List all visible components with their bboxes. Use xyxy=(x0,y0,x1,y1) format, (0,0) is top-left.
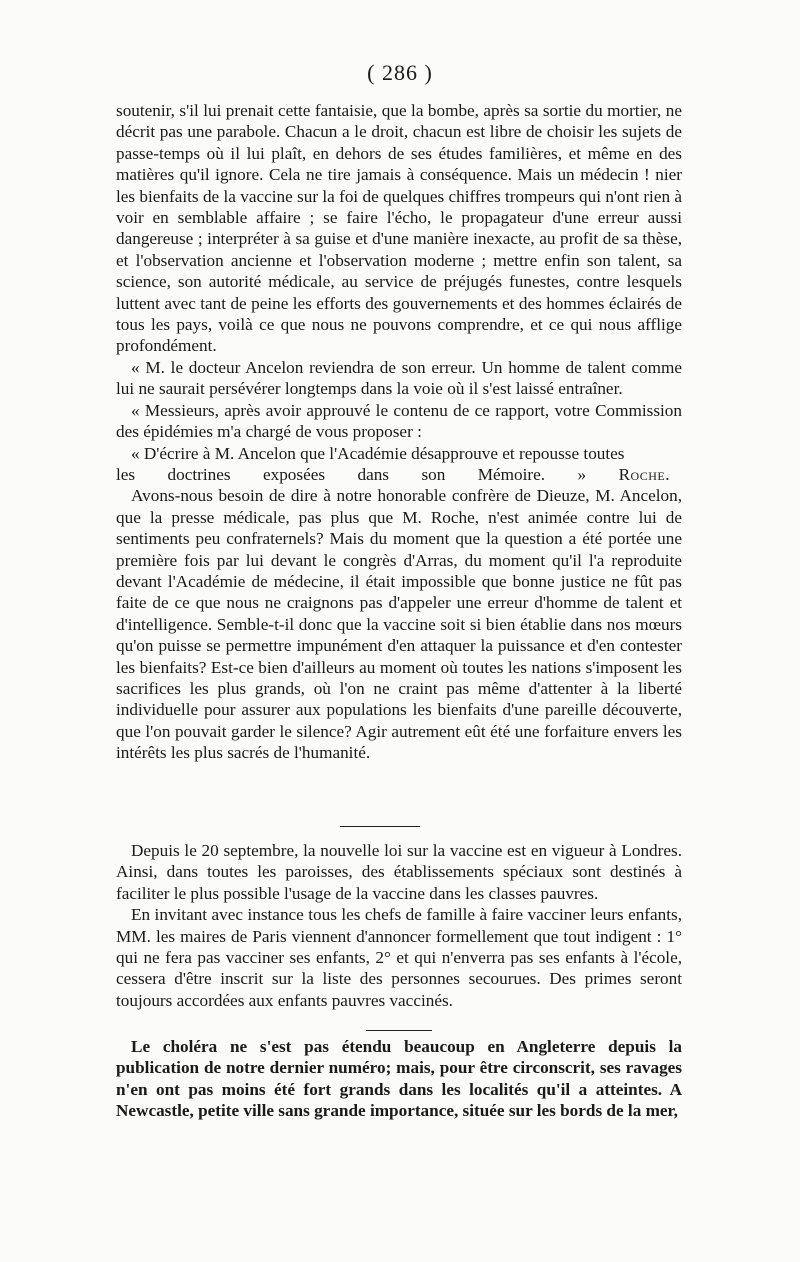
closing-text: les doctrines exposées dans son Mémoire. » xyxy=(116,464,587,484)
paragraph: En invitant avec instance tous les chefs de famille à faire vacciner leurs enfants, MM. les maires de Paris viennent d'annoncer formellement que tout indigent : 1° qui ne fera pas vacciner ses enfants, 2° et qui n'enverra pas ses enfants à l'école, cessera d'être inscrit sur la liste des personnes secourues. Des primes seront toujours accordées aux enfants pauvres vaccinés. xyxy=(116,905,682,1010)
section-divider xyxy=(340,826,420,827)
section-cholera xyxy=(116,1036,682,1122)
paragraph: « Messieurs, après avoir approuvé le contenu de ce rapport, votre Commission des épidémies m'a chargé de vous proposer : xyxy=(116,400,682,442)
paragraph: « D'écrire à M. Ancelon que l'Académie désapprouve et repousse toutes xyxy=(131,443,625,463)
section-london-vaccine-law xyxy=(116,840,682,1011)
section-divider xyxy=(366,1030,432,1031)
paragraph: soutenir, s'il lui prenait cette fantaisie, que la bombe, après sa sortie du mortier, ne décrit pas une parabole. Chacun a le droit, chacun est libre de choisir les sujets de passe-temps où il lui plaît, en dehors de ses études familières, et même en des matières qu'il ignore. Cela ne tire jamais à conséquence. Mais un médecin ! nier les bienfaits de la vaccine sur la foi de quelques chiffres trompeurs qui n'ont rien à voir en semblable affaire ; se faire l'écho, le propagateur d'une erreur aussi dangereuse ; interpréter à sa guise et d'une manière inexacte, au profit de sa thèse, et l'observation ancienne et l'observation moderne ; mettre enfin son talent, sa science, son autorité médicale, au service de préjugés funestes, contre lesquels luttent avec tant de peine les efforts des gouvernements et des hommes éclairés de tous les pays, voilà ce que nous ne pouvons comprendre, et ce qui nous afflige profondément. xyxy=(116,101,682,356)
page-number: ( 286 ) xyxy=(367,60,433,85)
section-vaccine-report xyxy=(116,100,682,764)
signature-line xyxy=(116,464,682,485)
signature: Roche. xyxy=(618,464,670,484)
paragraph: Avons-nous besoin de dire à notre honorable confrère de Dieuze, M. Ancelon, que la presse médicale, pas plus que M. Roche, n'est animée contre lui de sentiments peu confraternels? Mais du moment que la question a été portée une première fois par lui devant le congrès d'Arras, du moment qu'il l'a reproduite devant l'Académie de médecine, il était impossible que bonne justice ne fût pas faite de ce que nous ne craignons pas d'appeler une erreur d'homme de talent et d'intelligence. Semble-t-il donc que la vaccine soit si bien établie dans nos mœurs qu'on puisse se permettre impunément d'en attaquer la puissance et d'en contester les bienfaits? Est-ce bien d'ailleurs au moment où toutes les nations s'imposent les sacrifices les plus grands, où l'on ne craint pas même d'attenter à la liberté individuelle pour assurer aux populations les bienfaits d'une pareille découverte, que l'on pouvait garder le silence? Agir autrement eût été une forfaiture envers les intérêts les plus sacrés de l'humanité. xyxy=(116,486,682,763)
paragraph: Depuis le 20 septembre, la nouvelle loi sur la vaccine est en vigueur à Londres. Ainsi, dans toutes les paroisses, des établissements spéciaux sont destinés à faciliter le plus possible l'usage de la vaccine dans les classes pauvres. xyxy=(116,841,682,903)
paragraph: « M. le docteur Ancelon reviendra de son erreur. Un homme de talent comme lui ne saurait persévérer longtemps dans la voie où il s'est laissé entraîner. xyxy=(116,357,682,399)
paragraph: Le choléra ne s'est pas étendu beaucoup en Angleterre depuis la publication de notre dernier numéro; mais, pour être circonscrit, ses ravages n'en ont pas moins été fort grands dans les localités qu'il a atteintes. A Newcastle, petite ville sans grande importance, située sur les bords de la mer, xyxy=(116,1037,682,1121)
